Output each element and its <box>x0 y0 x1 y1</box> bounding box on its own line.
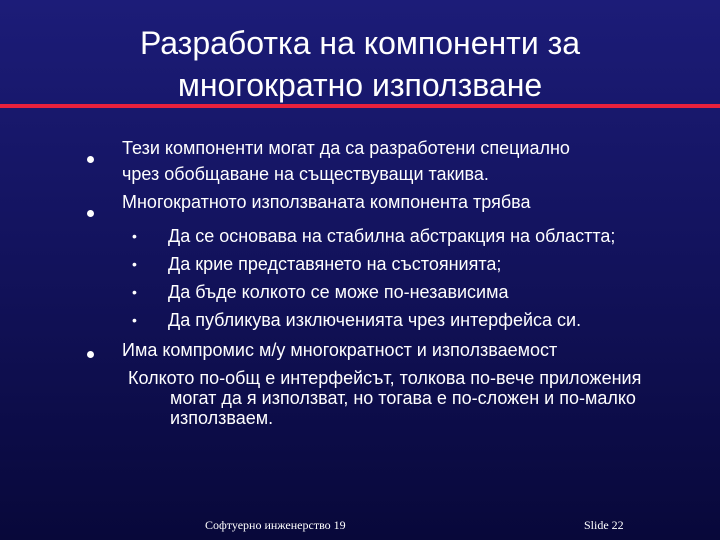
slide-title-line-1: Разработка на компоненти за <box>139 25 581 61</box>
sub-item-4: Да публикува изключенията чрез интерфейса си. <box>168 310 582 330</box>
bullet-1-line-1: Тези компоненти могат да са разработени специално <box>122 138 570 158</box>
sub-item-1: Да се основава на стабилна абстракция на областта; <box>168 226 616 246</box>
bullet-dot-icon <box>87 156 94 163</box>
bullet-dot-icon <box>87 210 94 217</box>
paragraph-line-1: Колкото по-общ е интерфейсът, толкова по-вече приложения <box>128 368 642 388</box>
title-underline <box>0 104 720 108</box>
paragraph-line-3: използваем. <box>170 408 274 428</box>
paragraph-line-2: могат да я използват, но тогава е по-сложен и по-малко <box>170 388 636 408</box>
slide-title <box>60 22 660 106</box>
tradeoff-paragraph <box>128 368 688 428</box>
bullet-2-line-1: Многократното използваната компонента трябва <box>122 192 531 212</box>
footer-slide-number: Slide 22 <box>584 518 624 532</box>
sub-bullet-icon: • <box>132 228 137 244</box>
sub-bullet-icon: • <box>132 256 137 272</box>
slide-title-line-2: многократно използване <box>177 67 543 103</box>
sub-item-2: Да крие представянето на състоянията; <box>168 254 502 274</box>
sub-item-3: Да бъде колкото се може по-независима <box>168 282 509 302</box>
bullet-3-line-1: Има компромис м/у многократност и използваемост <box>122 340 558 360</box>
sub-bullet-icon: • <box>132 284 137 300</box>
bullet-1-line-2: чрез обобщаване на съществуващи такива. <box>122 164 489 184</box>
sub-bullet-icon: • <box>132 312 137 328</box>
footer-course: Софтуерно инженерство 19 <box>205 518 346 532</box>
bullet-dot-icon <box>87 351 94 358</box>
